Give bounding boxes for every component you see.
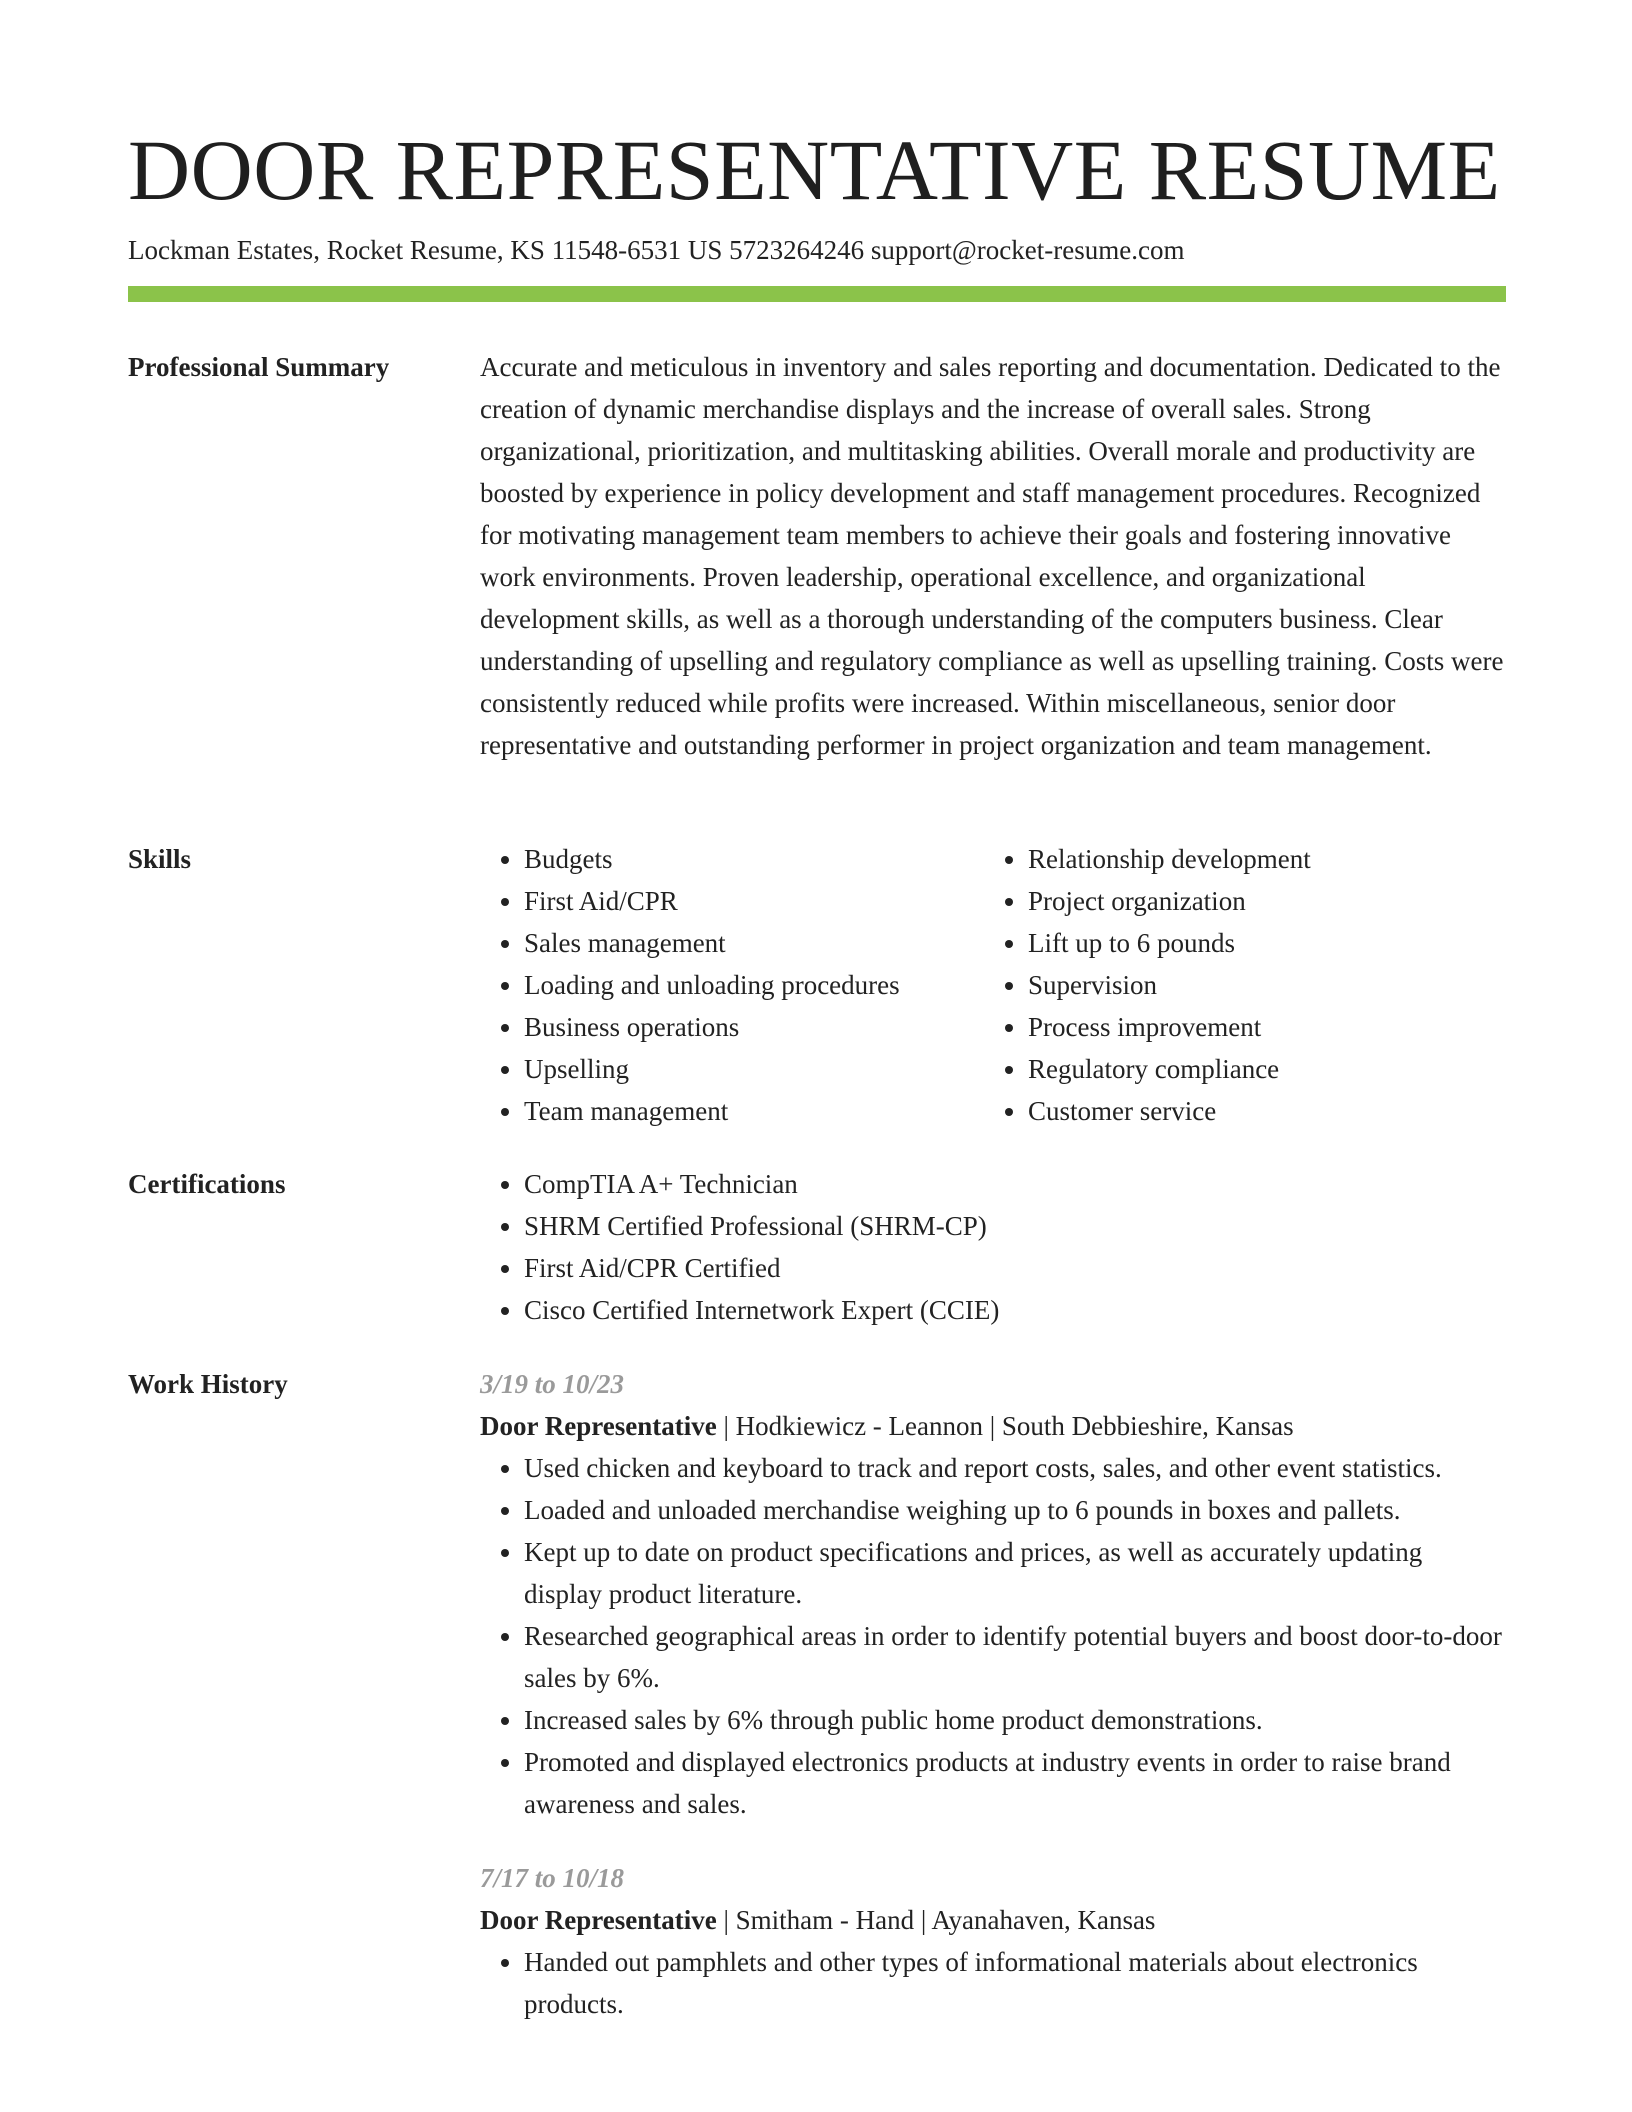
job-bullet: • Researched geographical areas in order to identify potential buyers and boost door-to-door sales by 6%. xyxy=(524,1615,1506,1699)
skill-item: • First Aid/CPR xyxy=(524,880,984,922)
skills-column-right xyxy=(984,838,1488,1132)
certification-item: • CompTIA A+ Technician xyxy=(524,1163,1506,1205)
summary-heading: Professional Summary xyxy=(128,352,390,382)
skill-item: • Budgets xyxy=(524,838,984,880)
skill-item: • Regulatory compliance xyxy=(1028,1048,1488,1090)
header-divider xyxy=(128,286,1506,302)
skill-item: • Business operations xyxy=(524,1006,984,1048)
certifications-heading: Certifications xyxy=(128,1169,286,1199)
job-employer-location: | Hodkiewicz - Leannon | South Debbieshire, Kansas xyxy=(716,1411,1294,1441)
job-dates: 3/19 to 10/23 xyxy=(480,1369,625,1399)
contact-line: Lockman Estates, Rocket Resume, KS 11548-6531 US 5723264246 support@rocket-resume.com xyxy=(128,235,1185,265)
job-bullet: • Loaded and unloaded merchandise weighing up to 6 pounds in boxes and pallets. xyxy=(524,1489,1506,1531)
job-title: Door Representative xyxy=(480,1905,717,1935)
job-bullets xyxy=(480,1941,1506,2025)
job-heading xyxy=(480,1899,1506,1941)
job-title: Door Representative xyxy=(480,1411,717,1441)
job-bullet: • Kept up to date on product specifications and prices, as well as accurately updating display product literature. xyxy=(524,1531,1506,1615)
skill-item: • Loading and unloading procedures xyxy=(524,964,984,1006)
job-heading xyxy=(480,1405,1506,1447)
job-bullet: • Promoted and displayed electronics products at industry events in order to raise brand awareness and sales. xyxy=(524,1741,1506,1825)
skill-item: • Team management xyxy=(524,1090,984,1132)
skill-item: • Process improvement xyxy=(1028,1006,1488,1048)
skills-column-left xyxy=(480,838,984,1132)
certification-item: • First Aid/CPR Certified xyxy=(524,1247,1506,1289)
skill-item: • Customer service xyxy=(1028,1090,1488,1132)
skills-heading: Skills xyxy=(128,844,192,874)
certification-item: • Cisco Certified Internetwork Expert (CCIE) xyxy=(524,1289,1506,1331)
skill-item: • Sales management xyxy=(524,922,984,964)
job-bullets xyxy=(480,1447,1506,1825)
skill-item: • Project organization xyxy=(1028,880,1488,922)
skill-item: • Lift up to 6 pounds xyxy=(1028,922,1488,964)
job-entry xyxy=(480,1363,1506,1825)
job-dates: 7/17 to 10/18 xyxy=(480,1863,625,1893)
summary-text: Accurate and meticulous in inventory and sales reporting and documentation. Dedicated to the creation of dynamic merchandise displays and the increase of overall sales. Strong organizational, prioritization, and multitasking abilities. Overall morale and productivity are boosted by experience in policy development and staff management procedures. Recognized for motivating management team members to achieve their goals and fostering innovative work environments. Proven leadership, operational excellence, and organizational development skills, as well as a thorough understanding of the computers business. Clear understanding of upselling and regulatory compliance as well as upselling training. Costs were consistently reduced while profits were increased. Within miscellaneous, senior door representative and outstanding performer in project organization and team management. xyxy=(480,352,1504,760)
certification-item: • SHRM Certified Professional (SHRM-CP) xyxy=(524,1205,1506,1247)
skill-item: • Relationship development xyxy=(1028,838,1488,880)
resume-title: DOOR REPRESENTATIVE RESUME xyxy=(128,122,1501,218)
job-employer-location: | Smitham - Hand | Ayanahaven, Kansas xyxy=(716,1905,1156,1935)
job-bullet: • Increased sales by 6% through public home product demonstrations. xyxy=(524,1699,1506,1741)
skill-item: • Supervision xyxy=(1028,964,1488,1006)
job-bullet: • Used chicken and keyboard to track and report costs, sales, and other event statistics. xyxy=(524,1447,1506,1489)
skill-item: • Upselling xyxy=(524,1048,984,1090)
work-history-heading: Work History xyxy=(128,1369,288,1399)
job-bullet: • Handed out pamphlets and other types of informational materials about electronics products. xyxy=(524,1941,1506,2025)
job-entry xyxy=(480,1857,1506,2025)
